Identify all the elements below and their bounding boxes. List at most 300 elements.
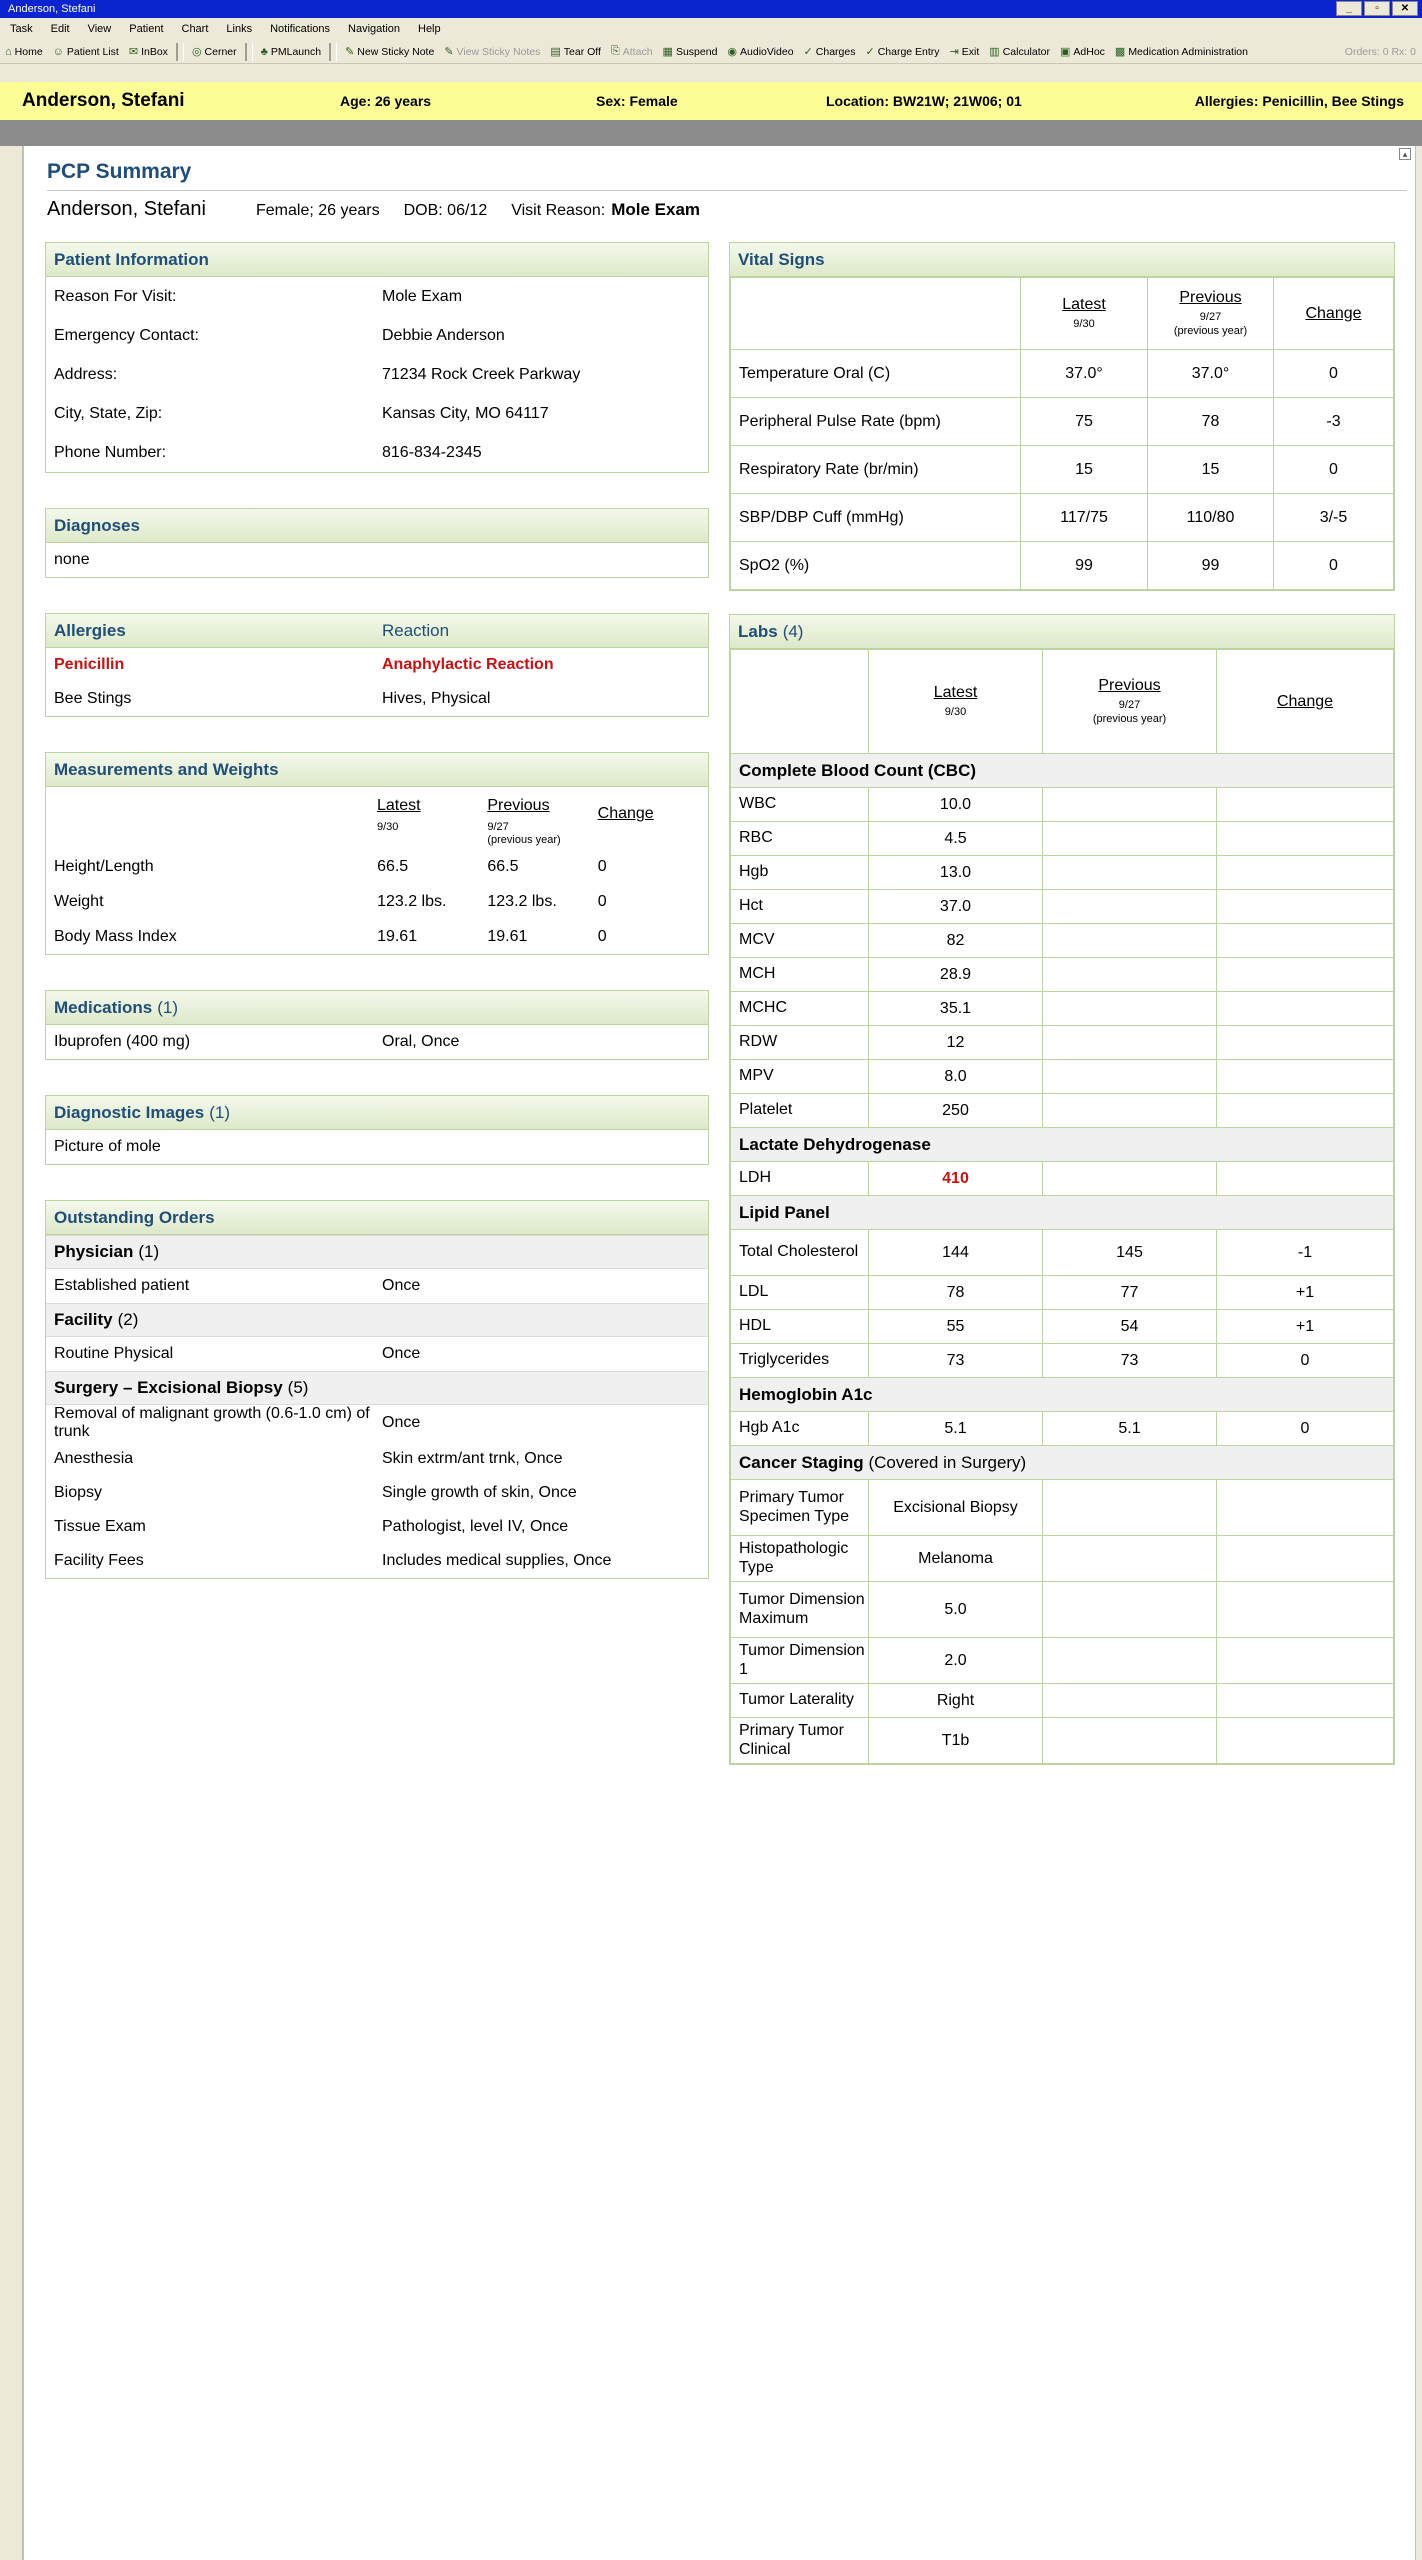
order-name: Established patient [54, 1276, 190, 1294]
measurement-change: 0 [597, 892, 607, 910]
close-icon[interactable]: ▴ [1399, 148, 1411, 160]
lab-result-row[interactable] [731, 788, 1394, 822]
lab-result-latest: 8.0 [869, 1060, 1043, 1094]
lab-section-row [731, 1128, 1394, 1162]
order-name: Tissue Exam [54, 1517, 146, 1535]
lab-result-label: Hgb [731, 856, 869, 890]
patient-info-value: 816-834-2345 [382, 443, 482, 461]
lab-result-latest: 37.0 [869, 890, 1043, 924]
vital-sign-latest: 15 [1021, 446, 1148, 494]
lab-section-note: (Covered in Surgery) [868, 1452, 1027, 1472]
toolbar-new-sticky-note-button[interactable] [340, 45, 439, 58]
labs-latest-header: Latest [933, 683, 978, 701]
lab-result-row[interactable] [731, 1412, 1394, 1446]
lab-result-label: Tumor Dimension Maximum [731, 1582, 869, 1638]
patient-info-row [46, 277, 708, 316]
toolbar-label: Patient List [66, 45, 119, 58]
measurement-latest: 123.2 lbs. [377, 892, 447, 910]
toolbar-suspend-button[interactable] [658, 45, 723, 58]
cerner-icon: ◎ [191, 46, 202, 58]
toolbar-label: Calculator [1002, 45, 1050, 58]
order-group-name: Surgery – Excisional Biopsy [54, 1378, 283, 1397]
banner-allergies: Allergies: Penicillin, Bee Stings [1194, 93, 1404, 109]
measurement-label: Weight [54, 892, 104, 910]
toolbar-audiovideo-button[interactable] [722, 45, 798, 58]
vitals-latest-date: 9/30 [1073, 317, 1095, 330]
order-row[interactable] [46, 1269, 708, 1303]
lab-result-previous [1043, 1718, 1217, 1764]
lab-result-latest: 12 [869, 1026, 1043, 1060]
outstanding-orders-header[interactable]: Outstanding Orders [46, 1201, 708, 1235]
vital-signs-header-row [731, 278, 1394, 350]
medications-count: (1) [157, 997, 179, 1017]
summary-dob: DOB: 06/12 [403, 202, 488, 219]
lab-section-header[interactable] [731, 754, 1394, 788]
vital-sign-label: Temperature Oral (C) [731, 350, 1021, 398]
toolbar-separator [329, 43, 337, 61]
lab-result-row[interactable] [731, 822, 1394, 856]
lab-section-header[interactable] [731, 1128, 1394, 1162]
order-detail: Skin extrm/ant trnk, Once [382, 1449, 563, 1467]
lab-result-previous [1043, 1582, 1217, 1638]
order-detail: Single growth of skin, Once [382, 1483, 577, 1501]
menu-links[interactable]: Links [226, 23, 253, 35]
patient-information-header[interactable]: Patient Information [46, 243, 708, 277]
menu-task[interactable]: Task [10, 23, 33, 35]
reaction-column-header: Reaction [382, 620, 450, 640]
patient-list-icon: ☺ [52, 45, 64, 58]
lab-result-change: +1 [1217, 1276, 1394, 1310]
toolbar-charges-button[interactable] [799, 45, 861, 58]
lab-result-label: MPV [731, 1060, 869, 1094]
order-name: Removal of malignant growth (0.6-1.0 cm) of trunk [54, 1405, 370, 1441]
order-row[interactable] [46, 1476, 708, 1510]
lab-result-latest: 4.5 [869, 822, 1043, 856]
diagnoses-text: none [54, 551, 90, 568]
patient-summary-line [47, 198, 700, 221]
order-detail: Once [382, 1277, 421, 1294]
lab-result-label: MCH [731, 958, 869, 992]
lab-result-latest: 144 [869, 1230, 1043, 1276]
labs-corner [731, 650, 869, 754]
allergy-row[interactable] [46, 682, 708, 716]
vitals-previous-header: Previous [1179, 288, 1242, 306]
lab-result-previous [1043, 822, 1217, 856]
lab-result-row[interactable] [731, 958, 1394, 992]
order-detail: Includes medical supplies, Once [382, 1551, 612, 1569]
lab-result-row[interactable] [731, 1094, 1394, 1128]
order-group-header[interactable] [46, 1371, 708, 1405]
measurement-latest: 19.61 [377, 927, 418, 945]
vital-sign-change: 3/-5 [1274, 494, 1394, 542]
order-name: Anesthesia [54, 1449, 134, 1467]
order-row[interactable] [46, 1442, 708, 1476]
lab-result-latest: 55 [869, 1310, 1043, 1344]
lab-result-change [1217, 822, 1394, 856]
pmlaunch-icon: ♣ [260, 45, 268, 58]
diagnostic-images-count: (1) [209, 1102, 230, 1122]
measurement-row [46, 884, 708, 919]
toolbar-separator [245, 43, 253, 61]
toolbar-medication-administration-button[interactable] [1110, 45, 1253, 58]
order-name: Biopsy [54, 1483, 103, 1501]
previous-header: Previous [487, 797, 550, 814]
order-group-name: Physician [54, 1242, 134, 1261]
toolbar-label: AdHoc [1073, 45, 1105, 58]
banner-patient-name: Anderson, Stefani [22, 90, 185, 111]
menu-view[interactable]: View [87, 23, 112, 35]
allergies-panel [45, 613, 709, 717]
visit-reason-label: Visit Reason: [511, 202, 606, 219]
toolbar-tear-off-button[interactable] [545, 45, 606, 58]
order-name: Routine Physical [54, 1344, 174, 1362]
lab-result-previous: 5.1 [1043, 1412, 1217, 1446]
lab-result-row[interactable] [731, 1684, 1394, 1718]
lab-result-change [1217, 1094, 1394, 1128]
order-detail: Once [382, 1414, 421, 1432]
allergies-header[interactable] [46, 614, 708, 648]
orders-status[interactable] [1345, 40, 1416, 64]
diagnostic-image-row[interactable] [46, 1130, 708, 1164]
toolbar-calculator-button[interactable] [984, 45, 1055, 58]
lab-section-header[interactable] [731, 1196, 1394, 1230]
lab-result-change [1217, 1638, 1394, 1684]
order-row[interactable] [46, 1510, 708, 1544]
lab-result-row[interactable] [731, 1026, 1394, 1060]
menu-notifications[interactable]: Notifications [270, 23, 331, 35]
toolbar-pmlaunch-button[interactable] [256, 46, 326, 58]
lab-result-latest: 82 [869, 924, 1043, 958]
left-column [45, 242, 709, 1614]
labs-table [730, 649, 1394, 1764]
vital-sign-latest: 99 [1021, 542, 1148, 590]
lab-result-label: LDH [731, 1162, 869, 1196]
lab-result-change [1217, 856, 1394, 890]
toolbar-label: Charge Entry [877, 45, 940, 58]
toolbar-label: Exit [961, 45, 980, 58]
lab-result-latest: 5.0 [869, 1582, 1043, 1638]
vital-sign-previous: 37.0° [1148, 350, 1274, 398]
lab-result-change [1217, 1684, 1394, 1718]
lab-result-label: RBC [731, 822, 869, 856]
patient-info-value: Mole Exam [382, 287, 463, 305]
menu-navigation[interactable]: Navigation [348, 23, 400, 35]
home-icon: ⌂ [5, 45, 12, 58]
measurement-previous: 66.5 [487, 857, 519, 875]
menu-chart[interactable]: Chart [181, 23, 209, 35]
lab-result-row[interactable] [731, 1060, 1394, 1094]
vital-sign-change: 0 [1274, 446, 1394, 494]
vital-sign-label: Respiratory Rate (br/min) [731, 446, 1021, 494]
medications-header[interactable] [46, 991, 708, 1025]
vital-sign-previous: 99 [1148, 542, 1274, 590]
medication-row[interactable] [46, 1025, 708, 1059]
patient-info-value: Kansas City, MO 64117 [382, 404, 549, 422]
labs-title: Labs [738, 621, 778, 641]
order-row[interactable] [46, 1337, 708, 1371]
lab-result-previous: 77 [1043, 1276, 1217, 1310]
toolbar-patient-list-button[interactable] [48, 46, 124, 58]
labs-previous-date: 9/27 [1118, 698, 1141, 711]
suspend-icon: ▦ [662, 46, 673, 58]
lab-result-row[interactable] [731, 1276, 1394, 1310]
allergy-reaction: Hives, Physical [382, 690, 491, 707]
diagnostic-images-panel [45, 1095, 709, 1165]
lab-result-row[interactable] [731, 890, 1394, 924]
charge-entry-icon: ✓ [865, 46, 875, 58]
lab-result-latest: 10.0 [869, 788, 1043, 822]
lab-result-row[interactable] [731, 924, 1394, 958]
lab-result-change [1217, 992, 1394, 1026]
vital-sign-change: -3 [1274, 398, 1394, 446]
vital-sign-row [731, 494, 1394, 542]
vital-sign-previous: 78 [1148, 398, 1274, 446]
toolbar [0, 40, 1422, 64]
lab-result-change [1217, 958, 1394, 992]
measurement-previous: 123.2 lbs. [487, 892, 557, 910]
latest-header: Latest [377, 797, 421, 814]
pcp-summary-document [22, 146, 1416, 2560]
medications-panel [45, 990, 709, 1060]
toolbar-label: Attach [622, 45, 653, 58]
lab-result-previous [1043, 1638, 1217, 1684]
window-title: Anderson, Stefani [8, 3, 96, 15]
lab-result-change: 0 [1217, 1344, 1394, 1378]
vital-signs-corner [731, 278, 1021, 350]
lab-section-header[interactable] [731, 1378, 1394, 1412]
orders-status-text: Orders: 0 Rx: 0 [1344, 46, 1416, 58]
lab-result-label: Primary Tumor Specimen Type [731, 1480, 869, 1536]
lab-result-label: Platelet [731, 1094, 869, 1128]
allergies-title: Allergies [54, 620, 126, 640]
labs-panel [729, 614, 1395, 1765]
toolbar-cerner-button[interactable] [187, 45, 242, 58]
tear-off-icon: ▤ [550, 46, 561, 58]
lab-result-change [1217, 1582, 1394, 1638]
banner-sex: Sex: Female [596, 93, 678, 109]
toolbar-exit-button[interactable] [945, 45, 985, 58]
lab-result-change: +1 [1217, 1310, 1394, 1344]
lab-result-previous [1043, 1162, 1217, 1196]
diagnoses-header[interactable]: Diagnoses [46, 509, 708, 543]
labs-header-row [731, 650, 1394, 754]
measurement-previous: 19.61 [487, 927, 528, 945]
lab-result-latest: 78 [869, 1276, 1043, 1310]
lab-result-row[interactable] [731, 856, 1394, 890]
patient-info-label: Address: [54, 365, 118, 383]
vitals-previous-date: 9/27 [1199, 310, 1222, 323]
allergy-name: Bee Stings [54, 690, 132, 707]
lab-result-label: WBC [731, 788, 869, 822]
lab-result-row[interactable] [731, 992, 1394, 1026]
patient-info-value: Debbie Anderson [382, 326, 505, 344]
lab-result-previous [1043, 958, 1217, 992]
minimize-button[interactable]: _ [1336, 1, 1362, 16]
toolbar-adhoc-button[interactable] [1055, 45, 1110, 58]
page-title: PCP Summary [47, 160, 192, 183]
lab-result-change [1217, 1536, 1394, 1582]
toolbar-label: New Sticky Note [357, 45, 435, 58]
previous-date: 9/27 [487, 821, 509, 833]
title-divider [47, 190, 1407, 191]
lab-result-latest: Right [869, 1684, 1043, 1718]
lab-result-previous [1043, 992, 1217, 1026]
order-detail: Pathologist, level IV, Once [382, 1517, 569, 1535]
vital-sign-row [731, 398, 1394, 446]
labs-previous-note: (previous year) [1092, 712, 1167, 725]
lab-result-row[interactable] [731, 1638, 1394, 1684]
charges-icon: ✓ [803, 46, 813, 58]
lab-section-header[interactable] [731, 1446, 1394, 1480]
toolbar-label: Cerner [204, 45, 237, 58]
patient-info-row [46, 433, 708, 472]
lab-result-latest: 73 [869, 1344, 1043, 1378]
latest-date: 9/30 [377, 821, 399, 833]
menu-help[interactable]: Help [418, 23, 441, 35]
toolbar-home-button[interactable] [0, 46, 48, 58]
vitals-latest-header: Latest [1062, 295, 1106, 313]
lab-result-previous [1043, 1536, 1217, 1582]
order-row[interactable] [46, 1544, 708, 1578]
lab-result-change [1217, 890, 1394, 924]
lab-result-previous: 73 [1043, 1344, 1217, 1378]
vital-sign-label: Peripheral Pulse Rate (bpm) [731, 398, 1021, 446]
order-group-header[interactable] [46, 1235, 708, 1269]
banner-divider [0, 120, 1422, 146]
lab-result-row[interactable] [731, 1230, 1394, 1276]
lab-result-change [1217, 1718, 1394, 1764]
labs-header[interactable] [730, 615, 1394, 649]
lab-section-name: Hemoglobin A1c [739, 1384, 873, 1404]
lab-result-latest: 410 [869, 1162, 1043, 1196]
lab-result-label: Tumor Dimension 1 [731, 1638, 869, 1684]
allergy-row[interactable] [46, 648, 708, 682]
lab-result-latest: 13.0 [869, 856, 1043, 890]
vital-signs-panel [729, 242, 1395, 591]
lab-result-row[interactable] [731, 1582, 1394, 1638]
vital-sign-previous: 110/80 [1148, 494, 1274, 542]
outstanding-orders-panel [45, 1200, 709, 1579]
lab-result-latest: T1b [869, 1718, 1043, 1764]
toolbar-label: Home [14, 45, 43, 58]
lab-result-change [1217, 924, 1394, 958]
diagnostic-images-title: Diagnostic Images [54, 1102, 205, 1122]
labs-change-header: Change [1276, 692, 1334, 710]
lab-result-previous: 145 [1043, 1230, 1217, 1276]
lab-result-latest: 2.0 [869, 1638, 1043, 1684]
patient-info-row [46, 394, 708, 433]
lab-result-previous [1043, 1480, 1217, 1536]
patient-info-label: Reason For Visit: [54, 287, 177, 305]
lab-result-latest: 35.1 [869, 992, 1043, 1026]
restore-button[interactable]: ▫ [1364, 1, 1390, 16]
order-group-count: (2) [117, 1310, 139, 1329]
lab-section-name: Cancer Staging [739, 1452, 864, 1472]
menu-patient[interactable]: Patient [129, 23, 164, 35]
measurement-change: 0 [597, 857, 607, 875]
close-button[interactable]: ✕ [1392, 1, 1418, 16]
toolbar-label: Medication Administration [1128, 45, 1248, 58]
measurement-latest: 66.5 [377, 857, 409, 875]
toolbar-inbox-button[interactable] [124, 45, 173, 58]
vital-signs-header[interactable]: Vital Signs [730, 243, 1394, 277]
exit-icon: ⇥ [949, 46, 959, 58]
lab-result-previous [1043, 1684, 1217, 1718]
lab-result-previous [1043, 1026, 1217, 1060]
new-sticky-note-icon: ✎ [345, 46, 355, 58]
lab-result-latest: Excisional Biopsy [869, 1480, 1043, 1536]
measurement-row [46, 849, 708, 884]
lab-result-latest: 28.9 [869, 958, 1043, 992]
medications-title: Medications [54, 997, 153, 1017]
toolbar-charge-entry-button[interactable] [860, 45, 944, 58]
vital-sign-latest: 75 [1021, 398, 1148, 446]
lab-result-change [1217, 1480, 1394, 1536]
lab-result-latest: 250 [869, 1094, 1043, 1128]
lab-section-row [731, 1378, 1394, 1412]
banner-location: Location: BW21W; 21W06; 01 [826, 93, 1022, 109]
diagnostic-images-header[interactable] [46, 1096, 708, 1130]
medication-administration-icon: ▩ [1114, 46, 1126, 58]
toolbar-attach-button[interactable] [606, 45, 658, 58]
vital-sign-label: SBP/DBP Cuff (mmHg) [731, 494, 1021, 542]
diagnostic-image-name: Picture of mole [54, 1138, 161, 1155]
measurements-panel [45, 752, 709, 955]
lab-result-change: -1 [1217, 1230, 1394, 1276]
toolbar-view-sticky-notes-button[interactable] [439, 45, 545, 58]
lab-result-label: Hct [731, 890, 869, 924]
lab-result-row[interactable] [731, 1162, 1394, 1196]
vitals-previous-note: (previous year) [1173, 324, 1248, 337]
lab-result-previous [1043, 1060, 1217, 1094]
lab-section-name: Lactate Dehydrogenase [739, 1134, 931, 1154]
lab-result-latest: 5.1 [869, 1412, 1043, 1446]
menu-edit[interactable]: Edit [50, 23, 70, 35]
patient-banner [0, 82, 1422, 120]
toolbar-label: AudioVideo [740, 45, 794, 58]
toolbar-label: PMLaunch [270, 45, 322, 58]
audiovideo-icon: ◉ [727, 46, 738, 58]
patient-information-panel [45, 242, 709, 473]
lab-result-row[interactable] [731, 1480, 1394, 1536]
order-group-header[interactable] [46, 1303, 708, 1337]
measurements-header[interactable]: Measurements and Weights [46, 753, 708, 787]
previous-note: (previous year) [487, 834, 561, 847]
calculator-icon: ▥ [989, 46, 1000, 58]
banner-age: Age: 26 years [340, 93, 432, 109]
lab-result-previous [1043, 856, 1217, 890]
order-row[interactable] [46, 1405, 708, 1442]
toolbar-label: Charges [815, 45, 856, 58]
vital-sign-change: 0 [1274, 350, 1394, 398]
lab-result-row[interactable] [731, 1310, 1394, 1344]
lab-result-row[interactable] [731, 1344, 1394, 1378]
lab-result-row[interactable] [731, 1536, 1394, 1582]
measurement-row [46, 919, 708, 954]
lab-result-change: 0 [1217, 1412, 1394, 1446]
lab-result-label: LDL [731, 1276, 869, 1310]
vital-signs-table [730, 277, 1394, 590]
lab-section-row [731, 1196, 1394, 1230]
toolbar-label: View Sticky Notes [456, 45, 541, 58]
toolbar-label: InBox [141, 45, 168, 58]
labs-count: (4) [782, 621, 804, 641]
lab-result-label: Triglycerides [731, 1344, 869, 1378]
vital-sign-row [731, 350, 1394, 398]
change-header: Change [597, 805, 654, 822]
lab-result-row[interactable] [731, 1718, 1394, 1764]
labs-previous-header: Previous [1098, 676, 1161, 694]
